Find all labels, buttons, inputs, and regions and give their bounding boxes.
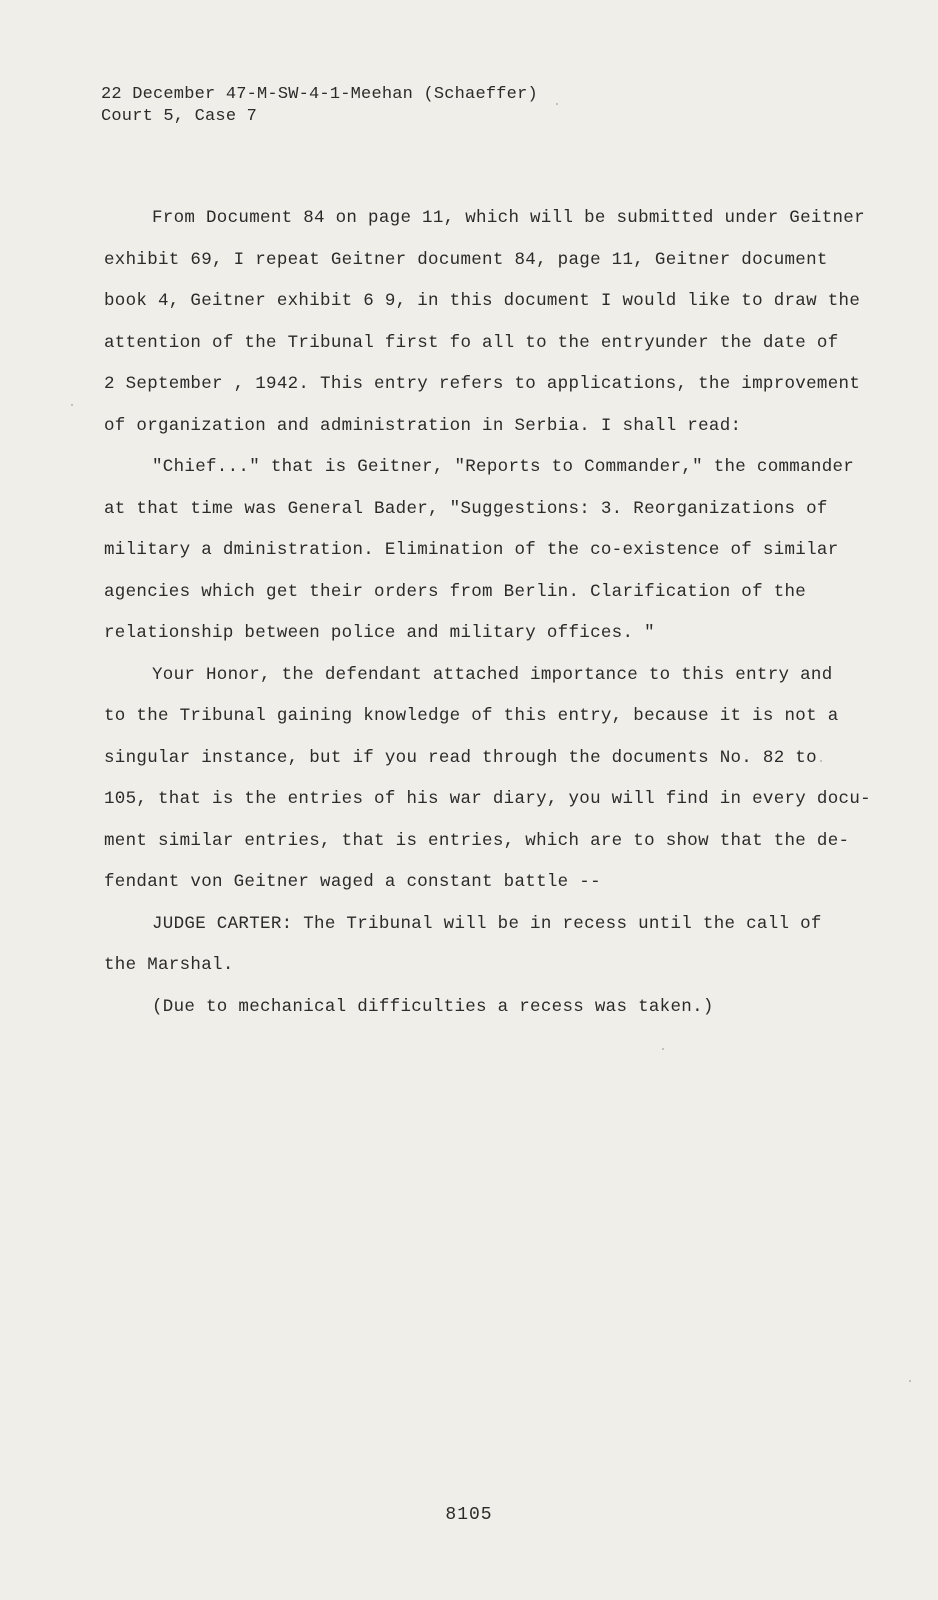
- text-line: relationship between police and military offices. ": [104, 623, 655, 643]
- paragraph-your-honor: [104, 655, 871, 904]
- paper-speck: [556, 103, 558, 105]
- paper-speck: [820, 760, 822, 762]
- page-number: 8105: [445, 1505, 493, 1525]
- header-date-line: 22 December 47-M-SW-4-1-Meehan (Schaeffer): [101, 85, 538, 104]
- text-line: book 4, Geitner exhibit 6 9, in this document I would like to draw the: [104, 291, 861, 311]
- text-line: agencies which get their orders from Berlin. Clarification of the: [104, 581, 807, 602]
- paper-speck: [71, 404, 73, 406]
- text-line: at that time was General Bader, "Suggestions: 3. Reorganizations of: [104, 498, 828, 519]
- paragraph-judge-carter: [104, 904, 844, 987]
- text-line: Your Honor, the defendant attached importance to this entry and: [152, 664, 833, 685]
- text-line: JUDGE CARTER: The Tribunal will be in recess until the call of: [152, 913, 822, 934]
- document-header: [101, 84, 538, 128]
- text-line: From Document 84 on page 11, which will be submitted under Geitner: [152, 208, 865, 228]
- text-line: 2 September , 1942. This entry refers to applications, the improvement: [104, 374, 861, 394]
- text-line: (Due to mechanical difficulties a recess was taken.): [152, 996, 714, 1017]
- paragraph-document-84: [104, 198, 865, 447]
- text-line: military a dministration. Elimination of the co-existence of similar: [104, 540, 839, 560]
- text-line: singular instance, but if you read through the documents No. 82 to: [104, 747, 817, 768]
- paper-speck: [662, 1048, 664, 1050]
- text-line: to the Tribunal gaining knowledge of this entry, because it is not a: [104, 706, 839, 726]
- text-line: "Chief..." that is Geitner, "Reports to Commander," the commander: [152, 457, 855, 477]
- paragraph-quotation: [104, 447, 855, 655]
- text-line: of organization and administration in Serbia. I shall read:: [104, 415, 742, 436]
- paragraph-recess-note: [104, 987, 844, 1029]
- paper-speck: [909, 1380, 911, 1382]
- transcript-body: [104, 198, 871, 1028]
- text-line: ment similar entries, that is entries, which are to show that the de-: [104, 830, 850, 851]
- text-line: fendant von Geitner waged a constant battle --: [104, 872, 601, 892]
- header-court-line: Court 5, Case 7: [101, 107, 258, 126]
- text-line: 105, that is the entries of his war diary, you will find in every docu-: [104, 789, 871, 809]
- text-line: the Marshal.: [104, 955, 234, 975]
- text-line: exhibit 69, I repeat Geitner document 84, page 11, Geitner document: [104, 249, 828, 270]
- text-line: attention of the Tribunal first fo all to the entryunder the date of: [104, 332, 839, 353]
